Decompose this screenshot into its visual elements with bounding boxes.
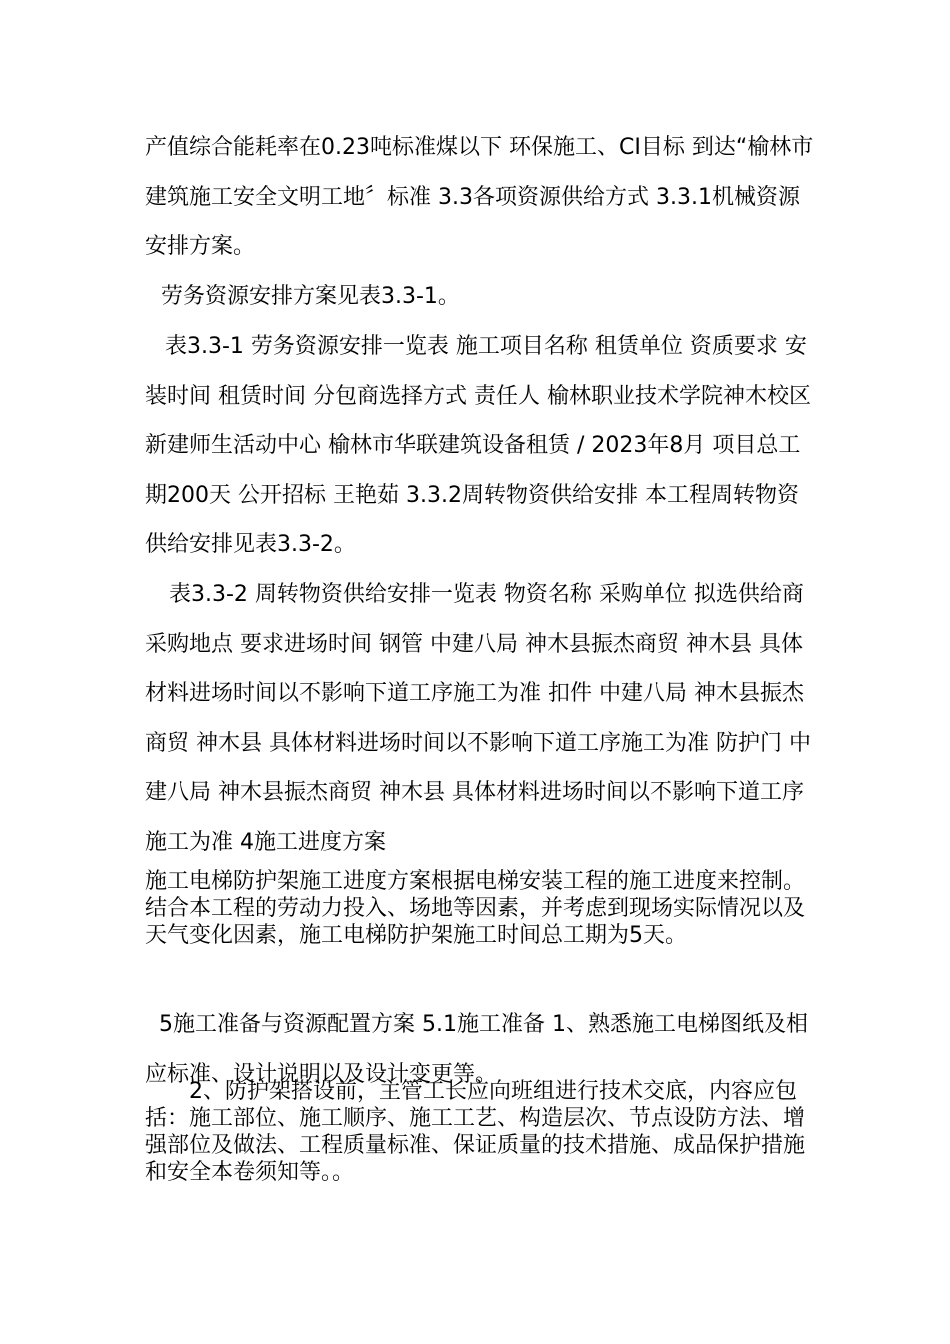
paragraph-table-3-3-2: 表3.3-2 周转物资供给安排一览表 物资名称 采购单位 拟选供给商 采购地点 要求进场时间 钢管 中建八局 神木县振杰商贸 神木县 具体材料进场时间以不影响下道工序施工为准 扣件 中建八局 神木县振杰商贸 神木县 具体材料进场时间以不影响下道工序施工为准 防护门 中建八局 神木县振杰商贸 神木县 具体材料进场时间以不影响下道工序施工为准 4施工进度方案	[145, 582, 811, 855]
paragraph-energy-and-resources: 产值综合能耗率在0.23吨标准煤以下 环保施工、CI目标 到达“榆林市建筑施工安全文明工地〞标准 3.3各项资源供给方式 3.3.1机械资源安排方案。	[145, 135, 814, 259]
paragraph-labor-intro: 劳务资源安排方案见表3.3-1。	[161, 284, 460, 309]
paragraph-technical-briefing: 2、防护架搭设前，主管工长应向班组进行技术交底，内容应包括：施工部位、施工顺序、施工工艺、构造层次、节点设防方法、增强部位及做法、工程质量标准、保证质量的技术措施、成品保护措施和安全本卷须知等。。	[145, 1079, 806, 1185]
paragraph-preparation: 5施工准备与资源配置方案 5.1施工准备 1、熟悉施工电梯图纸及相应标准、设计说明以及设计变更等。	[145, 1012, 808, 1087]
paragraph-table-3-3-1: 表3.3-1 劳务资源安排一览表 施工项目名称 租赁单位 资质要求 安装时间 租赁时间 分包商选择方式 责任人 榆林职业技术学院神木校区新建师生活动中心 榆林市华联建筑设备租赁 / 2023年8月 项目总工期200天 公开招标 王艳茹 3.3.2周转物资供给安排 本工程周转物资供给安排见表3.3-2。	[145, 334, 811, 557]
paragraph-schedule: 施工电梯防护架施工进度方案根据电梯安装工程的施工进度来控制。结合本工程的劳动力投入、场地等因素，并考虑到现场实际情况以及天气变化因素，施工电梯防护架施工时间总工期为5天。	[145, 869, 806, 948]
